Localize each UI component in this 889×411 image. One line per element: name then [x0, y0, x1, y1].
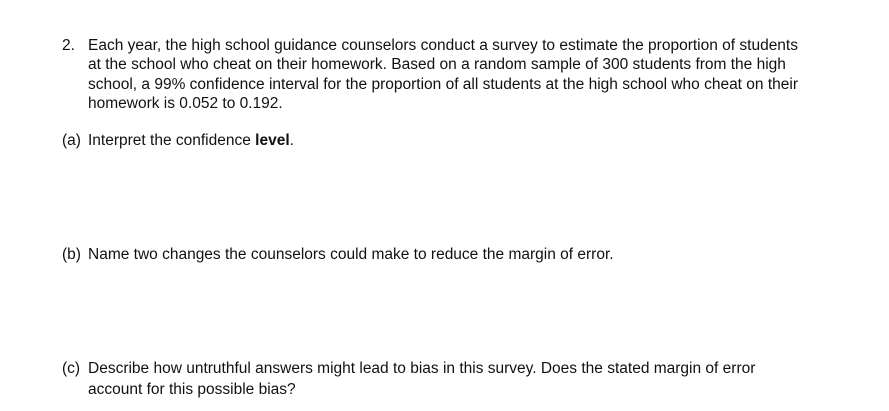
question-2 — [62, 36, 822, 114]
part-a-text-after: . — [289, 132, 294, 149]
part-b-prompt: Name two changes the counselors could make to reduce the margin of error. — [88, 246, 614, 263]
part-c-label: (c) — [62, 360, 81, 377]
question-row — [62, 36, 822, 114]
part-b — [62, 244, 808, 265]
question-stem: Each year, the high school guidance counselors conduct a survey to estimate the proportion of students at the school who cheat on their homework. Based on a random sample of 300 students from the high school, a 99% confidence interval for the proportion of all students at the high school who cheat on their homework is 0.052 to 0.192. — [88, 37, 798, 113]
question-number: 2. — [62, 37, 75, 54]
part-c-prompt: Describe how untruthful answers might lead to bias in this survey. Does the stated margin of error account for this possible bias? — [88, 360, 756, 398]
part-a — [62, 130, 808, 151]
part-a-label: (a) — [62, 132, 81, 149]
part-a-bold-word: level — [255, 132, 290, 149]
part-c — [62, 358, 808, 400]
part-b-label: (b) — [62, 246, 81, 263]
part-a-text-before: Interpret the confidence — [88, 132, 256, 149]
part-a-prompt — [88, 130, 808, 151]
